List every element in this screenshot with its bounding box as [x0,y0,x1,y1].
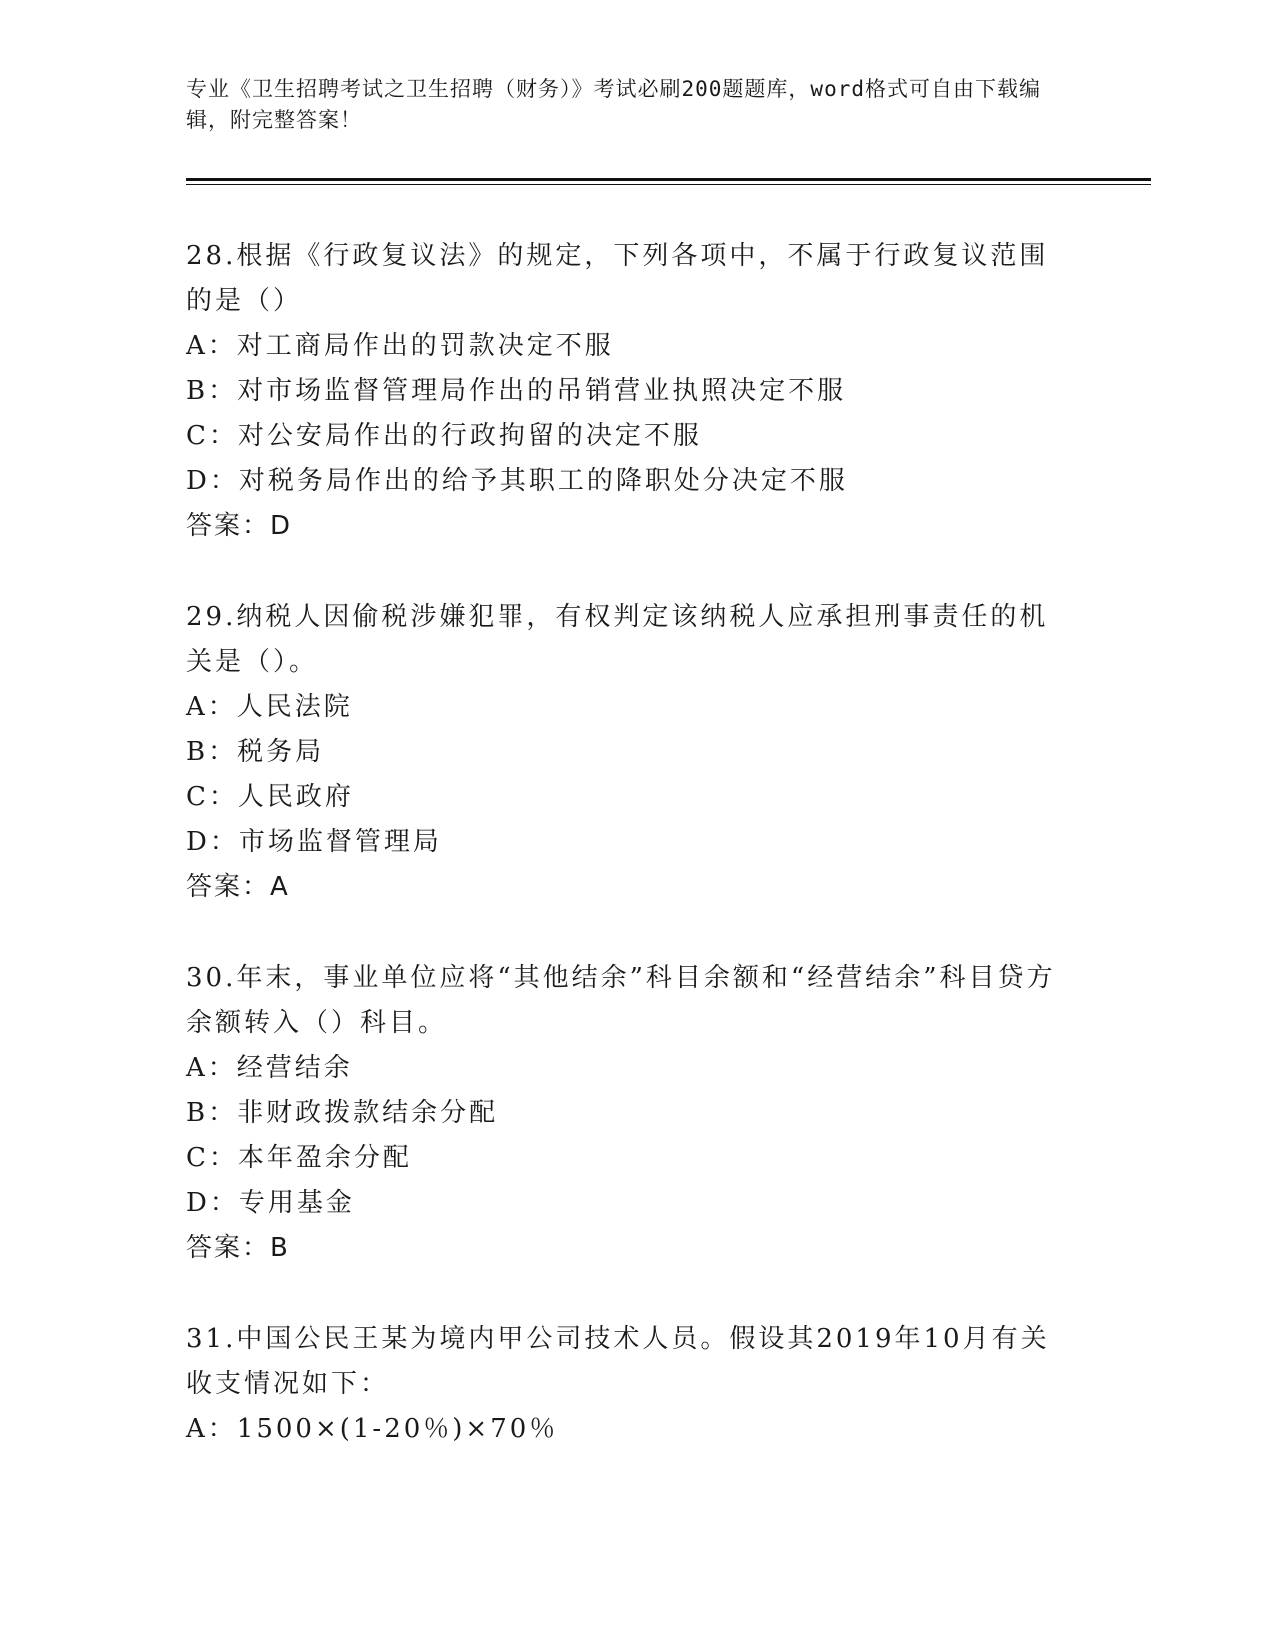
question-30 [186,956,1066,1271]
question-text: 30.年末，事业单位应将“其他结余”科目余额和“经营结余”科目贷方余额转入（）科目。 [186,963,1056,1038]
option-b: B：非财政拨款结余分配 [186,1098,499,1128]
header-divider-thick [186,178,1151,181]
option-a: A：经营结余 [186,1053,353,1083]
option-a: A：人民法院 [186,692,353,722]
option-b: B：税务局 [186,737,325,767]
question-29 [186,595,1066,910]
question-text: 31.中国公民王某为境内甲公司技术人员。假设其2019年10月有关收支情况如下： [186,1324,1050,1399]
answer-line: 答案：B [186,1233,290,1263]
header-divider-thin [186,184,1151,185]
question-31 [186,1317,1066,1452]
option-d: D：专用基金 [186,1188,355,1218]
option-b: B：对市场监督管理局作出的吊销营业执照决定不服 [186,376,847,406]
option-d: D：对税务局作出的给予其职工的降职处分决定不服 [186,466,848,496]
answer-line: 答案：D [186,511,293,541]
question-28 [186,234,1066,549]
option-c: C：人民政府 [186,782,354,812]
option-c: C：本年盈余分配 [186,1143,412,1173]
option-c: C：对公安局作出的行政拘留的决定不服 [186,421,702,451]
answer-line: 答案：A [186,872,290,902]
question-list [186,234,1066,1498]
option-a: A：1500×(1-20％)×70％ [186,1414,559,1444]
option-a: A：对工商局作出的罚款决定不服 [186,331,614,361]
question-text: 28.根据《行政复议法》的规定，下列各项中，不属于行政复议范围的是（） [186,241,1049,316]
question-text: 29.纳税人因偷税涉嫌犯罪，有权判定该纳税人应承担刑事责任的机关是（）。 [186,602,1049,677]
document-header: 专业《卫生招聘考试之卫生招聘（财务）》考试必刷200题题库，word格式可自由下载编辑，附完整答案！ [186,77,1041,132]
option-d: D：市场监督管理局 [186,827,442,857]
